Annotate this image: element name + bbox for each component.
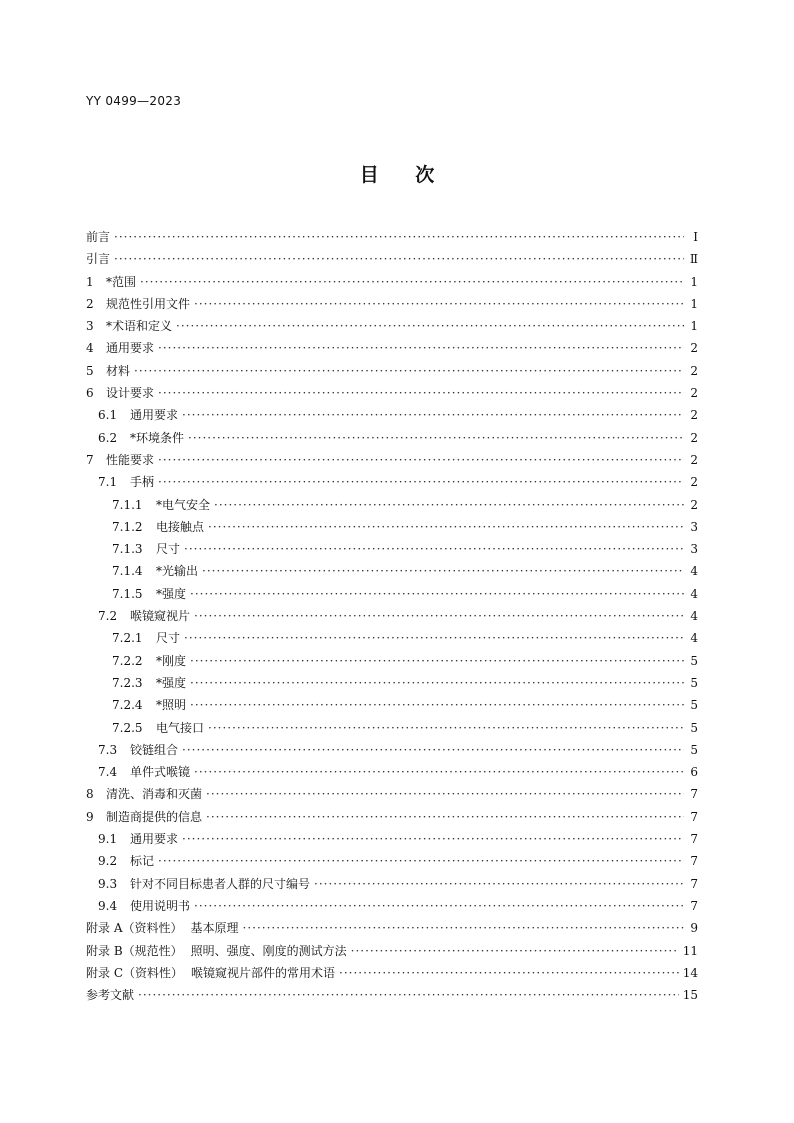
toc-entry[interactable] [86,806,698,828]
toc-entry-page: 2 [690,363,698,378]
toc-entry-page: 6 [690,765,698,780]
toc-entry-page: 7 [690,854,698,869]
toc-entry-label: 电气接口 [156,720,205,735]
toc-leader-dots [182,828,684,850]
toc-entry-number: 7.1 [98,475,118,490]
toc-entry-page: 14 [682,965,698,980]
toc-leader-dots [158,471,684,493]
toc-entry[interactable] [86,850,698,872]
toc-leader-dots [176,315,684,337]
toc-entry-label: 制造商提供的信息 [106,809,203,824]
toc-entry-page: 5 [690,698,698,713]
toc-entry[interactable] [86,226,698,248]
toc-entry[interactable] [86,583,698,605]
toc-entry-page: 2 [690,497,698,512]
toc-leader-dots [206,783,684,805]
toc-entry[interactable] [86,293,698,315]
toc-entry-label: 电接触点 [156,519,205,534]
toc-leader-dots [190,694,684,716]
toc-entry-number: 7.2.3 [112,675,143,690]
toc-entry-label: 照明、强度、刚度的测试方法 [190,943,347,958]
toc-entry[interactable] [86,404,698,426]
toc-leader-dots [243,917,685,939]
toc-leader-dots [194,895,684,917]
toc-entry-page: 5 [690,720,698,735]
toc-entry-label: 前言 [86,230,111,244]
toc-leader-dots [190,672,684,694]
toc-entry[interactable] [86,427,698,449]
toc-entry[interactable] [86,873,698,895]
toc-entry-number: 7.3 [98,742,118,757]
toc-entry-number: 7.2 [98,609,118,624]
toc-entry-page: 7 [690,832,698,847]
toc-entry[interactable] [86,739,698,761]
toc-entry[interactable] [86,962,698,984]
toc-entry-page: 7 [690,898,698,913]
toc-entry-page: 3 [690,542,698,557]
toc-entry[interactable] [86,271,698,293]
table-of-contents [86,226,698,1006]
toc-entry-page: 7 [690,809,698,824]
toc-entry-label: 尺寸 [156,542,181,557]
toc-entry-number: 附录 A（资料性） [86,921,183,936]
toc-leader-dots [190,650,684,672]
toc-leader-dots [351,940,679,962]
toc-entry[interactable] [86,761,698,783]
toc-entry-label: *术语和定义 [106,319,173,334]
toc-leader-dots [182,404,684,426]
toc-entry[interactable] [86,248,698,270]
toc-entry[interactable] [86,984,698,1006]
toc-entry[interactable] [86,315,698,337]
toc-entry-number: 4 [86,341,94,356]
toc-leader-dots [158,449,684,471]
toc-entry-page: 2 [690,408,698,423]
toc-entry-number: 3 [86,319,94,334]
toc-entry-page: 11 [682,943,698,958]
toc-entry-label: *环境条件 [130,430,185,445]
toc-entry-page: 7 [690,787,698,802]
toc-entry-label: *强度 [156,675,187,690]
toc-leader-dots [194,761,684,783]
toc-entry[interactable] [86,382,698,404]
toc-leader-dots [114,226,684,248]
toc-leader-dots [190,583,684,605]
toc-entry-label: 标记 [130,854,155,869]
toc-entry-label: 材料 [106,363,131,378]
toc-leader-dots [208,516,684,538]
toc-entry-number: 7.1.4 [112,564,143,579]
toc-entry-number: 8 [86,787,94,802]
toc-entry-number: 9.1 [98,832,118,847]
toc-entry-number: 附录 C（资料性） [86,965,183,980]
toc-entry-page: Ⅱ [689,252,698,267]
toc-entry[interactable] [86,694,698,716]
toc-entry-label: *电气安全 [156,497,211,512]
toc-entry-label: 引言 [86,252,111,267]
toc-entry-number: 9.4 [98,898,118,913]
toc-leader-dots [206,806,684,828]
toc-entry-number: 7.2.5 [112,720,143,735]
toc-entry-label: 针对不同目标患者人群的尺寸编号 [130,876,311,891]
toc-entry[interactable] [86,940,698,962]
toc-entry-page: 2 [690,430,698,445]
toc-entry-page: 2 [690,386,698,401]
toc-entry-page: 4 [690,631,698,646]
toc-entry[interactable] [86,783,698,805]
toc-leader-dots [339,962,679,984]
toc-entry-page: 2 [690,452,698,467]
toc-leader-dots [188,427,684,449]
toc-entry-label: *刚度 [156,653,187,668]
toc-entry-number: 附录 B（规范性） [86,943,183,958]
toc-entry-number: 9.2 [98,854,118,869]
toc-entry-page: 5 [690,675,698,690]
toc-entry[interactable] [86,627,698,649]
toc-leader-dots [114,248,684,270]
toc-entry-page: 2 [690,341,698,356]
toc-entry-page: 1 [690,296,698,311]
toc-entry[interactable] [86,605,698,627]
toc-entry-number: 1 [86,274,94,289]
toc-entry-label: 喉镜窥视片 [130,609,191,624]
toc-entry[interactable] [86,650,698,672]
toc-entry-number: 7.1.3 [112,542,143,557]
toc-entry-label: 单件式喉镜 [130,765,191,780]
toc-leader-dots [158,382,684,404]
toc-leader-dots [140,271,684,293]
toc-entry-page: 4 [690,609,698,624]
toc-leader-dots [202,560,684,582]
toc-entry-label: 手柄 [130,475,155,490]
toc-entry-label: 基本原理 [190,921,239,936]
toc-entry-number: 5 [86,363,94,378]
toc-entry-page: 4 [690,586,698,601]
toc-leader-dots [134,360,684,382]
toc-entry-number: 7.1.5 [112,586,143,601]
toc-entry[interactable] [86,337,698,359]
toc-entry-page: 15 [682,988,698,1003]
toc-leader-dots [194,605,684,627]
toc-leader-dots [182,739,684,761]
toc-entry-label: 性能要求 [106,452,155,467]
toc-entry-number: 6.1 [98,408,118,423]
toc-entry-page: 1 [690,274,698,289]
toc-entry-page: 2 [690,475,698,490]
toc-entry-label: 使用说明书 [130,898,191,913]
toc-entry-number: 7.2.4 [112,698,143,713]
toc-entry-label: 铰链组合 [130,742,179,757]
toc-entry[interactable] [86,560,698,582]
toc-entry[interactable] [86,516,698,538]
toc-entry-page: Ⅰ [693,230,698,244]
toc-entry[interactable] [86,494,698,516]
toc-leader-dots [194,293,684,315]
toc-entry-number: 6.2 [98,430,118,445]
toc-leader-dots [138,984,679,1006]
page-title: 目 次 [359,164,435,186]
toc-leader-dots [208,717,684,739]
toc-entry-number: 9 [86,809,94,824]
toc-entry-label: *强度 [156,586,187,601]
toc-entry-number: 7.1.1 [112,497,143,512]
toc-entry[interactable] [86,895,698,917]
toc-entry-number: 7.2.1 [112,631,143,646]
toc-entry-page: 9 [690,921,698,936]
toc-entry-page: 4 [690,564,698,579]
toc-leader-dots [184,538,684,560]
toc-entry-label: *照明 [156,698,187,713]
toc-entry-label: 设计要求 [106,386,155,401]
toc-entry-page: 3 [690,519,698,534]
toc-entry-label: 规范性引用文件 [106,296,191,311]
toc-entry-label: *范围 [106,274,137,289]
toc-entry-number: 9.3 [98,876,118,891]
toc-leader-dots [158,850,684,872]
toc-entry[interactable] [86,828,698,850]
toc-entry-page: 7 [690,876,698,891]
toc-entry[interactable] [86,360,698,382]
toc-entry-page: 1 [690,319,698,334]
toc-entry[interactable] [86,449,698,471]
toc-entry-label: 尺寸 [156,631,181,646]
toc-entry-label: 清洗、消毒和灭菌 [106,787,203,802]
toc-entry[interactable] [86,471,698,493]
toc-leader-dots [314,873,684,895]
toc-entry-number: 7.2.2 [112,653,143,668]
toc-leader-dots [158,337,684,359]
toc-entry-label: 通用要求 [106,341,155,356]
toc-entry-label: *光输出 [156,564,199,579]
toc-entry[interactable] [86,917,698,939]
toc-entry-number: 6 [86,386,94,401]
toc-entry[interactable] [86,717,698,739]
toc-entry-number: 7 [86,452,94,467]
toc-entry-number: 7.4 [98,765,118,780]
toc-entry-page: 5 [690,742,698,757]
toc-entry-number: 2 [86,296,94,311]
toc-leader-dots [214,494,684,516]
toc-entry-label: 通用要求 [130,408,179,423]
toc-entry-label: 通用要求 [130,832,179,847]
toc-entry[interactable] [86,672,698,694]
toc-entry-number: 7.1.2 [112,519,143,534]
document-id: YY 0499—2023 [86,94,182,108]
toc-entry-page: 5 [690,653,698,668]
toc-entry[interactable] [86,538,698,560]
toc-entry-label: 喉镜窥视片部件的常用术语 [191,965,336,980]
toc-entry-label: 参考文献 [86,988,135,1003]
toc-leader-dots [184,627,684,649]
